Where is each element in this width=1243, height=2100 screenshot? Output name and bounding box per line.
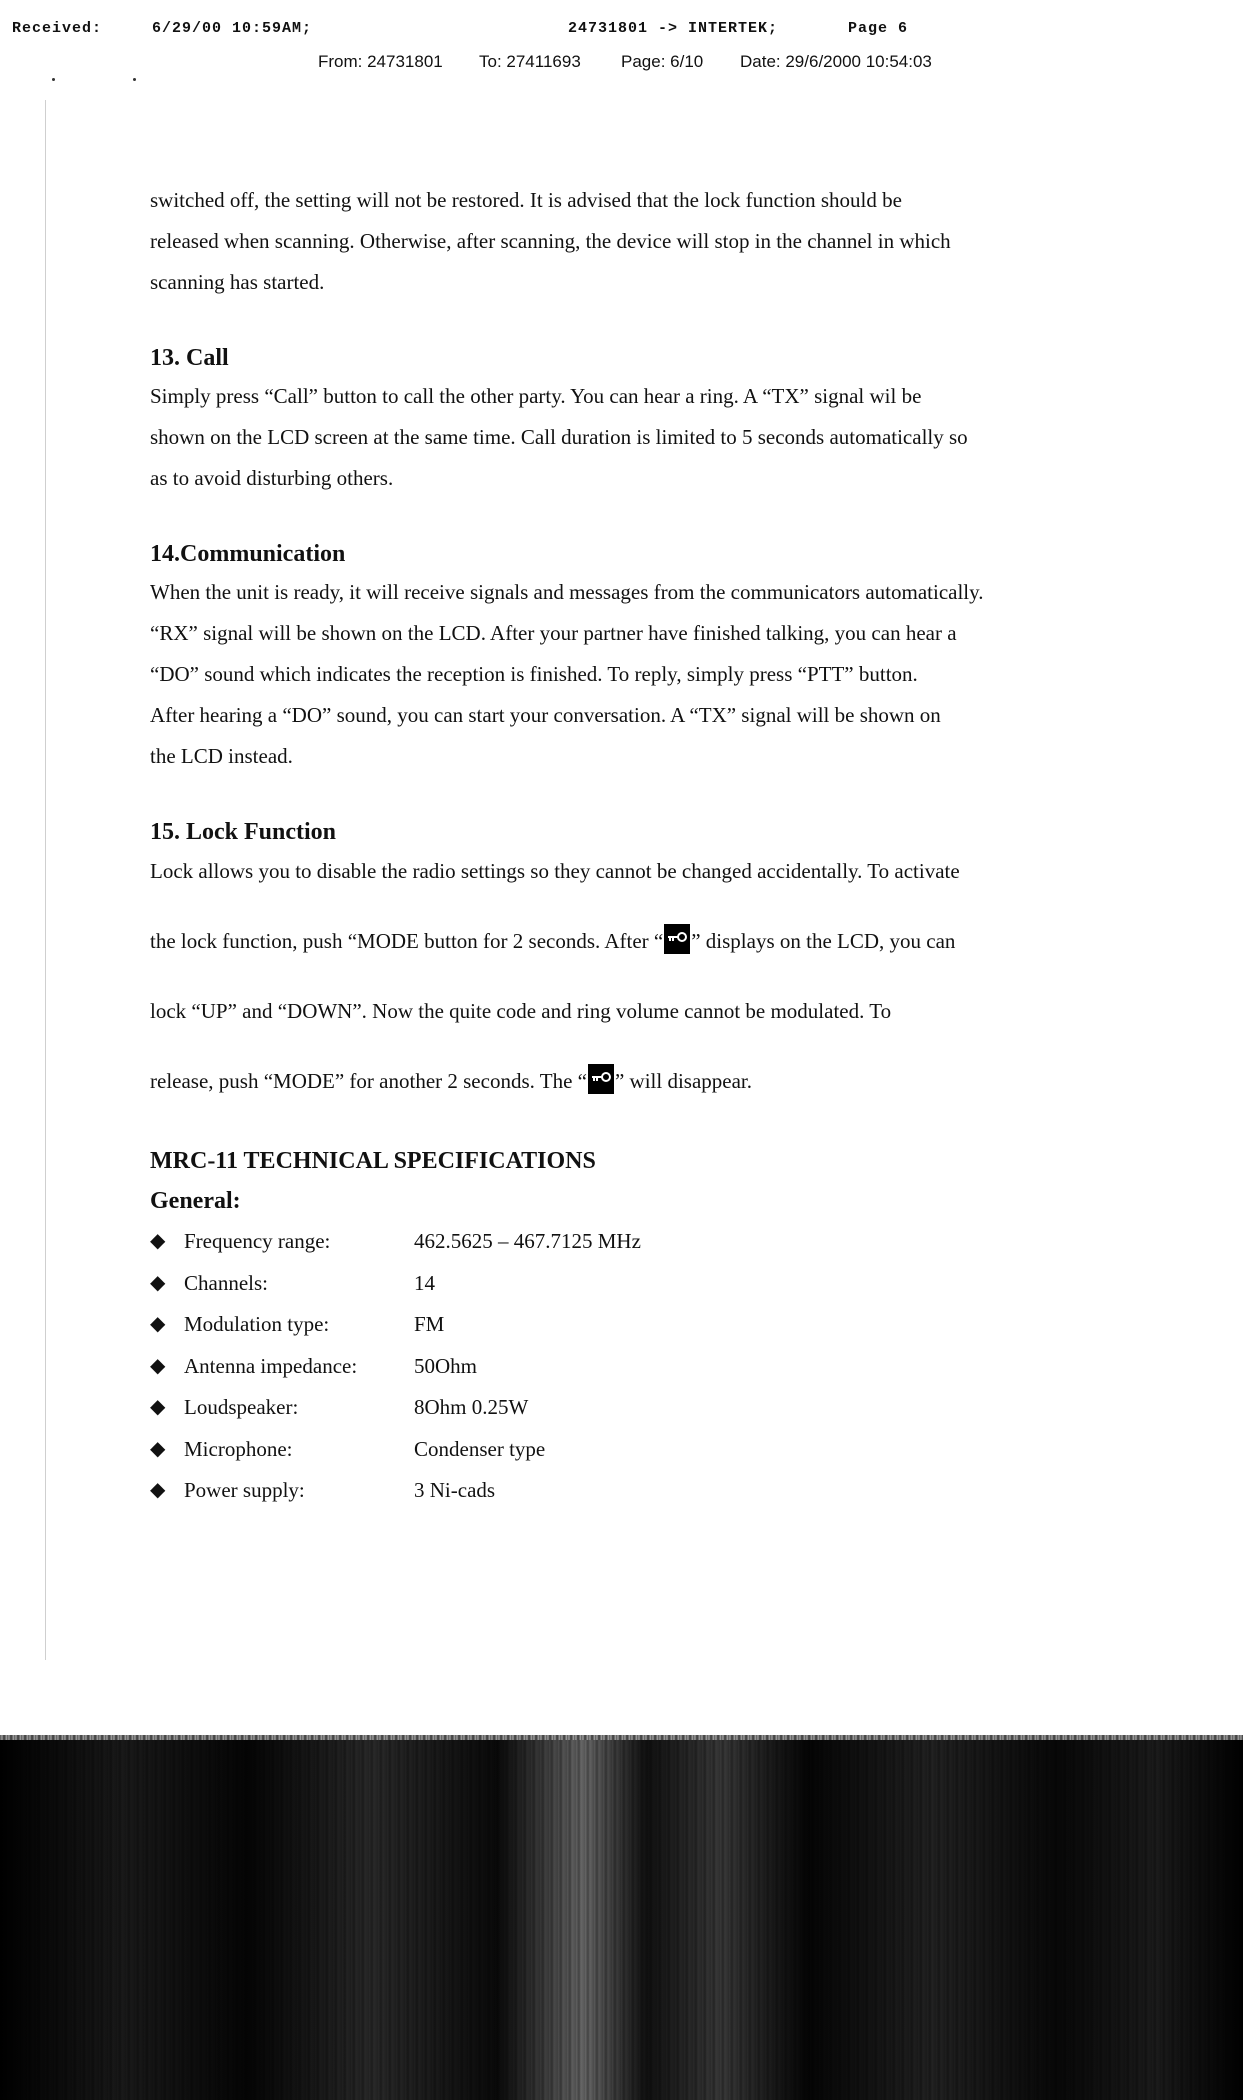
text-line: Simply press “Call” button to call the other party. You can hear a ring. A “TX” signal wil be <box>150 384 922 408</box>
text-line: as to avoid disturbing others. <box>150 466 394 490</box>
fax-from: From: 24731801 <box>318 52 443 71</box>
route: 24731801 -> INTERTEK; <box>568 20 779 37</box>
spec-item <box>150 1221 1050 1263</box>
section-heading: 13. Call <box>150 345 229 371</box>
intro-paragraph <box>150 180 1050 303</box>
text-line: shown on the LCD screen at the same time. Call duration is limited to 5 seconds automatically so <box>150 425 968 449</box>
text-line: lock “UP” and “DOWN”. Now the quite code and ring volume cannot be modulated. To <box>150 999 892 1023</box>
spec-item <box>150 1263 1050 1305</box>
text-line: When the unit is ready, it will receive signals and messages from the communicators automatically. <box>150 580 984 604</box>
key-lock-icon <box>588 1064 614 1094</box>
diamond-bullet-icon: ◆ <box>150 1230 166 1252</box>
spec-label: Loudspeaker: <box>184 1395 299 1419</box>
text-span: ” displays on the LCD, you can <box>691 929 956 953</box>
text-line: After hearing a “DO” sound, you can start your conversation. A “TX” signal will be shown on <box>150 703 941 727</box>
spec-value: FM <box>414 1312 445 1336</box>
text-span: release, push “MODE” for another 2 seconds. The “ <box>150 1069 587 1093</box>
section-communication <box>150 536 1050 777</box>
call-paragraph <box>150 376 1050 499</box>
fax-date: Date: 29/6/2000 10:54:03 <box>740 52 932 71</box>
text-line: the LCD instead. <box>150 744 293 768</box>
scan-speck <box>52 78 55 81</box>
spec-item <box>150 1429 1050 1471</box>
diamond-bullet-icon: ◆ <box>150 1271 166 1294</box>
text-span: the lock function, push “MODE button for 2 seconds. After “ <box>150 929 664 953</box>
spec-label: Power supply: <box>184 1478 305 1502</box>
spec-item <box>150 1346 1050 1388</box>
received-datetime: 6/29/00 10:59AM; <box>152 20 313 37</box>
communication-paragraph <box>150 572 1050 777</box>
spec-value: 462.5625 – 467.7125 MHz <box>414 1229 641 1253</box>
section-lock-function <box>150 814 1050 1116</box>
spec-item <box>150 1470 1050 1512</box>
text-span: ” will disappear. <box>614 1069 753 1093</box>
spec-value: 14 <box>414 1270 435 1295</box>
section-heading: 14.Communication <box>150 541 346 567</box>
spec-item <box>150 1387 1050 1429</box>
spec-label: Microphone: <box>184 1436 293 1461</box>
text-line: “RX” signal will be shown on the LCD. After your partner have finished talking, you can hear a <box>150 621 957 645</box>
key-lock-icon <box>664 924 690 954</box>
fax-page: Page 6 <box>848 20 909 37</box>
diamond-bullet-icon: ◆ <box>150 1354 166 1377</box>
spec-label: Frequency range: <box>184 1229 331 1253</box>
scan-speck <box>133 78 136 81</box>
spec-value: Condenser type <box>414 1436 546 1461</box>
fax-to: To: 27411693 <box>479 52 581 71</box>
text-line: released when scanning. Otherwise, after scanning, the device will stop in the channel in which <box>150 229 951 253</box>
received-label: Received: <box>12 20 103 37</box>
spec-value: 50Ohm <box>414 1353 477 1378</box>
scan-margin-line <box>45 100 46 1660</box>
scan-noise-region <box>0 1740 1243 2100</box>
spec-label: Modulation type: <box>184 1312 330 1336</box>
section-call <box>150 340 1050 499</box>
diamond-bullet-icon: ◆ <box>150 1313 166 1335</box>
text-line <box>150 1046 1050 1116</box>
spec-value: 3 Ni-cads <box>414 1478 496 1502</box>
diamond-bullet-icon: ◆ <box>150 1396 166 1418</box>
text-line: “DO” sound which indicates the reception is finished. To reply, simply press “PTT” button. <box>150 662 918 686</box>
fax-page-count: Page: 6/10 <box>621 52 704 71</box>
spec-label: Channels: <box>184 1270 268 1295</box>
spec-label: Antenna impedance: <box>184 1353 358 1378</box>
document-body <box>150 180 1050 1512</box>
fax-transmission-header <box>12 20 1232 40</box>
section-specifications <box>150 1141 1050 1512</box>
spec-value: 8Ohm 0.25W <box>414 1395 529 1419</box>
diamond-bullet-icon: ◆ <box>150 1437 166 1460</box>
section-heading: 15. Lock Function <box>150 819 337 845</box>
spec-item <box>150 1304 1050 1346</box>
fax-subheader <box>0 52 1243 74</box>
specs-subtitle: General: <box>150 1188 241 1214</box>
text-line: scanning has started. <box>150 270 325 294</box>
text-line: Lock allows you to disable the radio settings so they cannot be changed accidentally. To activate <box>150 859 960 883</box>
text-line: switched off, the setting will not be restored. It is advised that the lock function should be <box>150 188 902 212</box>
specs-list <box>150 1221 1050 1512</box>
specs-title: MRC-11 TECHNICAL SPECIFICATIONS <box>150 1148 596 1174</box>
text-line <box>150 906 1050 976</box>
lock-paragraph <box>150 836 1050 1116</box>
diamond-bullet-icon: ◆ <box>150 1479 166 1501</box>
